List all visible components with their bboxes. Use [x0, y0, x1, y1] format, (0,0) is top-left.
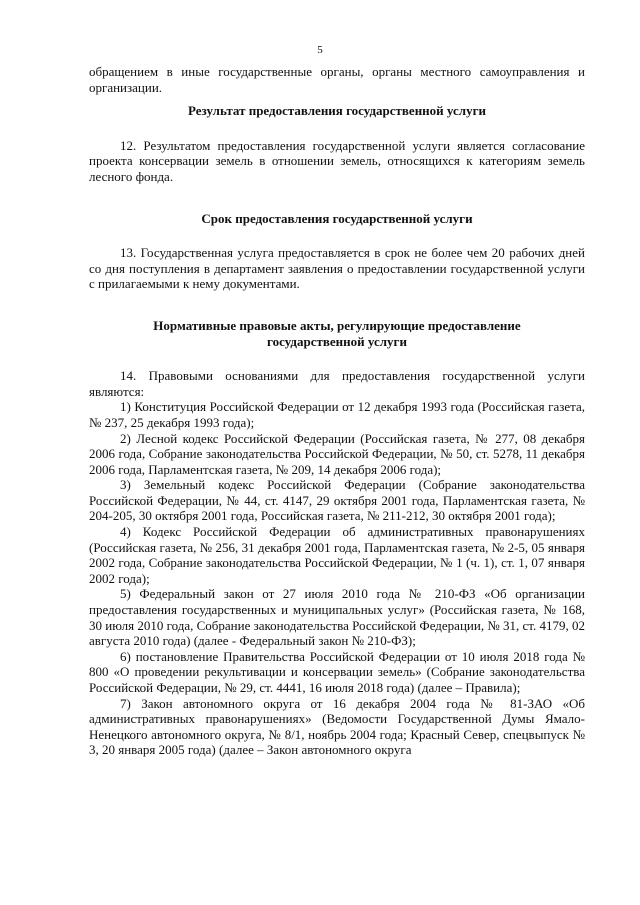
- list-item-2: 2) Лесной кодекс Российской Федерации (Российская газета, № 277, 08 декабря 2006 года, Собрание законодательства Российской Федерации, № 50, ст. 5278, 11 декабря 2006 года, Парламентская газета, № 209, 14 декабря 2006 года);: [89, 430, 585, 477]
- heading-line: Нормативные правовые акты, регулирующие предоставление: [153, 317, 521, 333]
- spacer: [89, 349, 585, 368]
- heading-result: Результат предоставления государственной услуги: [188, 103, 486, 119]
- spacer: [89, 226, 585, 245]
- spacer: [89, 119, 585, 138]
- paragraph-14: 14. Правовыми основаниями для предоставления государственной услуги являются:: [89, 368, 585, 399]
- list-item-3: 3) Земельный кодекс Российской Федерации (Собрание законодательства Российской Федерации, № 44, ст. 4147, 29 октября 2001 года, Парламентская газета, № 204-205, 30 октября 2001 года, Российская газета, № 211-212, 30 октября 2001 года);: [89, 477, 585, 524]
- spacer: [89, 292, 585, 318]
- paragraph-13: 13. Государственная услуга предоставляется в срок не более чем 20 рабочих дней со дня поступления в департамент заявления о предоставлении государственной услуги с прилагаемыми к нему документами.: [89, 245, 585, 292]
- list-item-6: 6) постановление Правительства Российской Федерации от 10 июля 2018 года № 800 «О проведении рекультивации и консервации земель» (Собрание законодательства Российской Федерации, № 29, ст. 4441, 16 июля 2018 года) (далее – Правила);: [89, 648, 585, 695]
- paragraph-continuation: обращением в иные государственные органы, органы местного самоуправления и организации.: [89, 64, 585, 95]
- list-item-4: 4) Кодекс Российской Федерации об административных правонарушениях (Российская газета, № 256, 31 декабря 2001 года, Парламентская газета, № 2-5, 05 января 2002 года, Собрание законодательства Российской Федерации, № 1 (ч. 1), ст. 1, 07 января 2002 года);: [89, 524, 585, 586]
- list-item-7: 7) Закон автономного округа от 16 декабря 2004 года № 81-ЗАО «Об административных правонарушениях» (Ведомости Государственной Думы Ямало-Ненецкого автономного округа, № 8/1, ноябрь 2004 года; Красный Север, спецвыпуск № 3, 20 января 2005 года) (далее – Закон автономного округа: [89, 695, 585, 758]
- page-number: 5: [317, 44, 323, 56]
- spacer: [89, 185, 585, 211]
- heading-line: государственной услуги: [267, 333, 407, 349]
- spacer: [89, 95, 585, 103]
- document-body: [89, 64, 585, 758]
- heading-legal-acts: [89, 318, 585, 349]
- paragraph-12: 12. Результатом предоставления государственной услуги является согласование проекта консервации земель в отношении земель, относящихся к категориям земель лесного фонда.: [89, 137, 585, 184]
- heading-term: Срок предоставления государственной услуги: [201, 210, 473, 226]
- list-item-1: 1) Конституция Российской Федерации от 12 декабря 1993 года (Российская газета, № 237, 25 декабря 1993 года);: [89, 399, 585, 430]
- list-item-5: 5) Федеральный закон от 27 июля 2010 года № 210-ФЗ «Об организации предоставления государственных и муниципальных услуг» (Российская газета, № 168, 30 июля 2010 года, Собрание законодательства Российской Федерации, № 31, ст. 4179, 02 августа 2010 года) (далее - Федеральный закон № 210-ФЗ);: [89, 586, 585, 649]
